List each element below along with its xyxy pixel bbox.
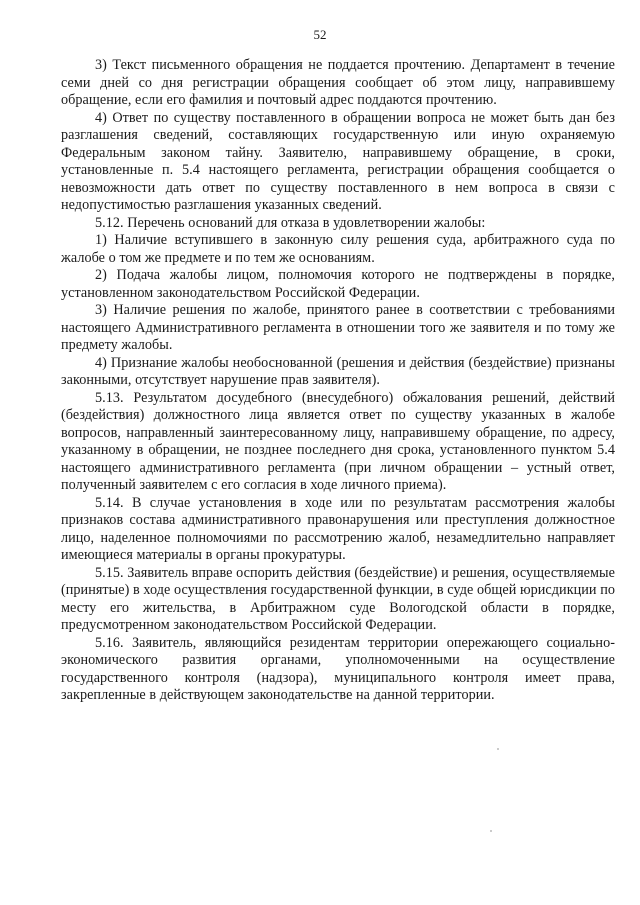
scan-speck: [497, 748, 499, 750]
paragraph-item-4: 4) Ответ по существу поставленного в обращении вопроса не может быть дан без разглашения сведений, составляющих государственную или иную охраняемую Федеральным законом тайну. Заявителю, направившему обращение, в сроки, установленные п. 5.4 настоящего регламента, регистрации обращения сообщается о невозможности дать ответ по существу поставленного в нем вопроса в связи с недопустимостью разглашения указанных сведений.: [61, 109, 615, 213]
refusal-ground-1: 1) Наличие вступившего в законную силу решения суда, арбитражного суда по жалобе о том же предмете и по тем же основаниям.: [61, 232, 615, 266]
section-5-14: 5.14. В случае установления в ходе или по результатам рассмотрения жалобы признаков состава административного правонарушения или преступления должностное лицо, наделенное полномочиями по рассмотрению жалоб, незамедлительно направляет имеющиеся материалы в органы прокуратуры.: [61, 494, 615, 563]
scan-speck: [490, 830, 492, 832]
section-5-12-heading: 5.12. Перечень оснований для отказа в удовлетворении жалобы:: [95, 214, 486, 231]
page-number: 52: [313, 27, 327, 42]
refusal-ground-4: 4) Признание жалобы необоснованной (решения и действия (бездействие) признаны законными, отсутствует нарушение прав заявителя).: [61, 354, 615, 388]
paragraph-item-3: 3) Текст письменного обращения не поддается прочтению. Департамент в течение семи дней со дня регистрации обращения сообщает об этом лицу, направившему обращение, если его фамилия и почтовый адрес поддаются прочтению.: [61, 57, 615, 108]
section-5-13: 5.13. Результатом досудебного (внесудебного) обжалования решений, действий (бездействия) должностного лица является ответ по существу указанных в жалобе вопросов, направленный заинтересованному лицу, направившему обращение, по адресу, указанному в обращении, не позднее последнего дня срока, установленного пунктом 5.4 настоящего административного регламента (при личном обращении – устный ответ, полученный заявителем с его согласия в ходе личного приема).: [61, 389, 615, 493]
section-5-15: 5.15. Заявитель вправе оспорить действия (бездействие) и решения, осуществляемые (принятые) в ходе осуществления государственной функции, в суде общей юрисдикции по месту его жительства, в Арбитражном суде Вологодской области в порядке, предусмотренном законодательством Российской Федерации.: [61, 564, 615, 633]
section-5-16: 5.16. Заявитель, являющийся резидентам территории опережающего социально-экономического развития органами, уполномоченными на осуществление государственного контроля (надзора), муниципального контроля имеет права, закрепленные в действующем законодательстве на данной территории.: [61, 634, 615, 703]
refusal-ground-3: 3) Наличие решения по жалобе, принятого ранее в соответствии с требованиями настоящего Административного регламента в отношении того же заявителя и по тому же предмету жалобы.: [61, 302, 615, 353]
refusal-ground-2: 2) Подача жалобы лицом, полномочия которого не подтверждены в порядке, установленном законодательством Российской Федерации.: [61, 267, 615, 301]
document-body: [61, 57, 615, 705]
